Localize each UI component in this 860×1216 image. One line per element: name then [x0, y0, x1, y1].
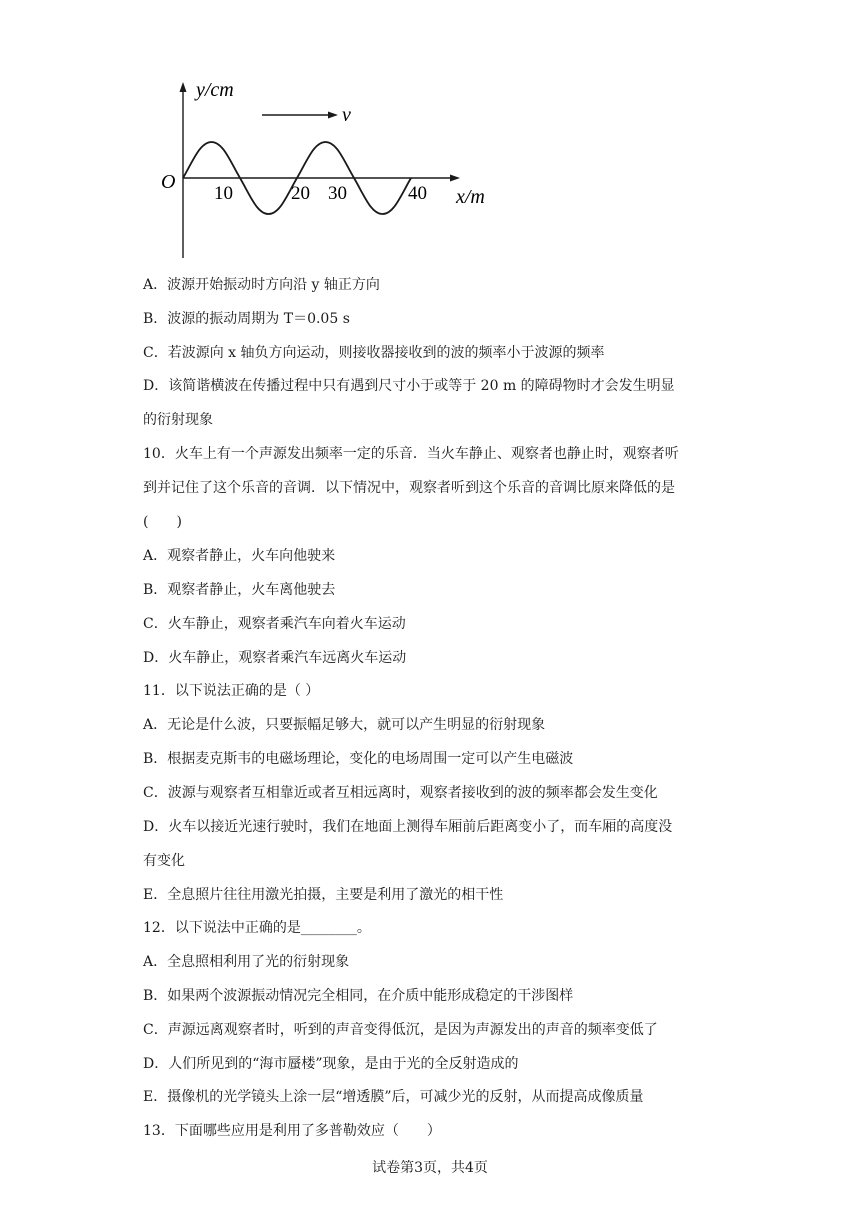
tick-label-10: 10	[214, 183, 233, 204]
option-9d-cont: 的衍射现象	[143, 412, 213, 428]
y-axis-arrow	[180, 82, 187, 92]
wave-figure	[150, 72, 510, 272]
question-10-cont: 到并记住了这个乐音的音调．以下情况中，观察者听到这个乐音的音调比原来降低的是	[143, 480, 675, 496]
option-9a: A．波源开始振动时方向沿 y 轴正方向	[143, 277, 380, 293]
option-12d: D．人们所见到的“海市蜃楼”现象，是由于光的全反射造成的	[143, 1056, 519, 1072]
tick-label-40: 40	[408, 183, 427, 204]
option-11b: B．根据麦克斯韦的电磁场理论，变化的电场周围一定可以产生电磁波	[143, 751, 574, 767]
x-axis-label: x/m	[456, 186, 485, 208]
option-11d: D．火车以接近光速行驶时，我们在地面上测得车厢前后距离变小了，而车厢的高度没	[143, 819, 673, 835]
option-12c: C．声源远离观察者时，听到的声音变得低沉，是因为声源发出的声音的频率变低了	[143, 1022, 658, 1038]
question-10-blank: ( )	[143, 514, 182, 530]
question-11: 11．以下说法正确的是（ ）	[143, 683, 320, 699]
option-11a: A．无论是什么波，只要振幅足够大，就可以产生明显的衍射现象	[143, 717, 546, 733]
velocity-label: v	[342, 104, 351, 126]
option-10c: C．火车静止，观察者乘汽车向着火车运动	[143, 616, 406, 632]
question-12: 12．以下说法中正确的是________。	[143, 920, 371, 936]
wave-graph	[150, 72, 510, 272]
option-9b: B．波源的振动周期为 T＝0.05 s	[143, 311, 350, 327]
option-11c: C．波源与观察者互相靠近或者互相远离时，观察者接收到的波的频率都会发生变化	[143, 785, 658, 801]
option-9d: D．该简谐横波在传播过程中只有遇到尺寸小于或等于 20 m 的障碍物时才会发生明显	[143, 378, 675, 394]
question-13: 13．下面哪些应用是利用了多普勒效应（ ）	[143, 1123, 441, 1139]
option-12e: E．摄像机的光学镜头上涂一层“增透膜”后，可减少光的反射，从而提高成像质量	[143, 1089, 644, 1105]
option-11d-cont: 有变化	[143, 853, 185, 869]
tick-label-20: 20	[291, 183, 310, 204]
y-axis-label: y/cm	[196, 79, 234, 101]
option-12b: B．如果两个波源振动情况完全相同，在介质中能形成稳定的干涉图样	[143, 988, 574, 1004]
option-9c: C．若波源向 x 轴负方向运动，则接收器接收到的波的频率小于波源的频率	[143, 345, 605, 361]
option-11e: E．全息照片往往用激光拍摄，主要是利用了激光的相干性	[143, 887, 504, 903]
question-10: 10．火车上有一个声源发出频率一定的乐音．当火车静止、观察者也静止时，观察者听	[143, 446, 679, 462]
option-10d: D．火车静止，观察者乘汽车远离火车运动	[143, 650, 407, 666]
option-10b: B．观察者静止，火车离他驶去	[143, 582, 336, 598]
velocity-arrowhead	[328, 112, 338, 119]
option-12a: A．全息照相利用了光的衍射现象	[143, 954, 350, 970]
tick-label-30: 30	[328, 183, 347, 204]
option-10a: A．观察者静止，火车向他驶来	[143, 548, 336, 564]
page-footer: 试卷第3页，共4页	[372, 1160, 488, 1176]
x-axis-arrow	[450, 175, 460, 182]
origin-label: O	[161, 171, 176, 193]
